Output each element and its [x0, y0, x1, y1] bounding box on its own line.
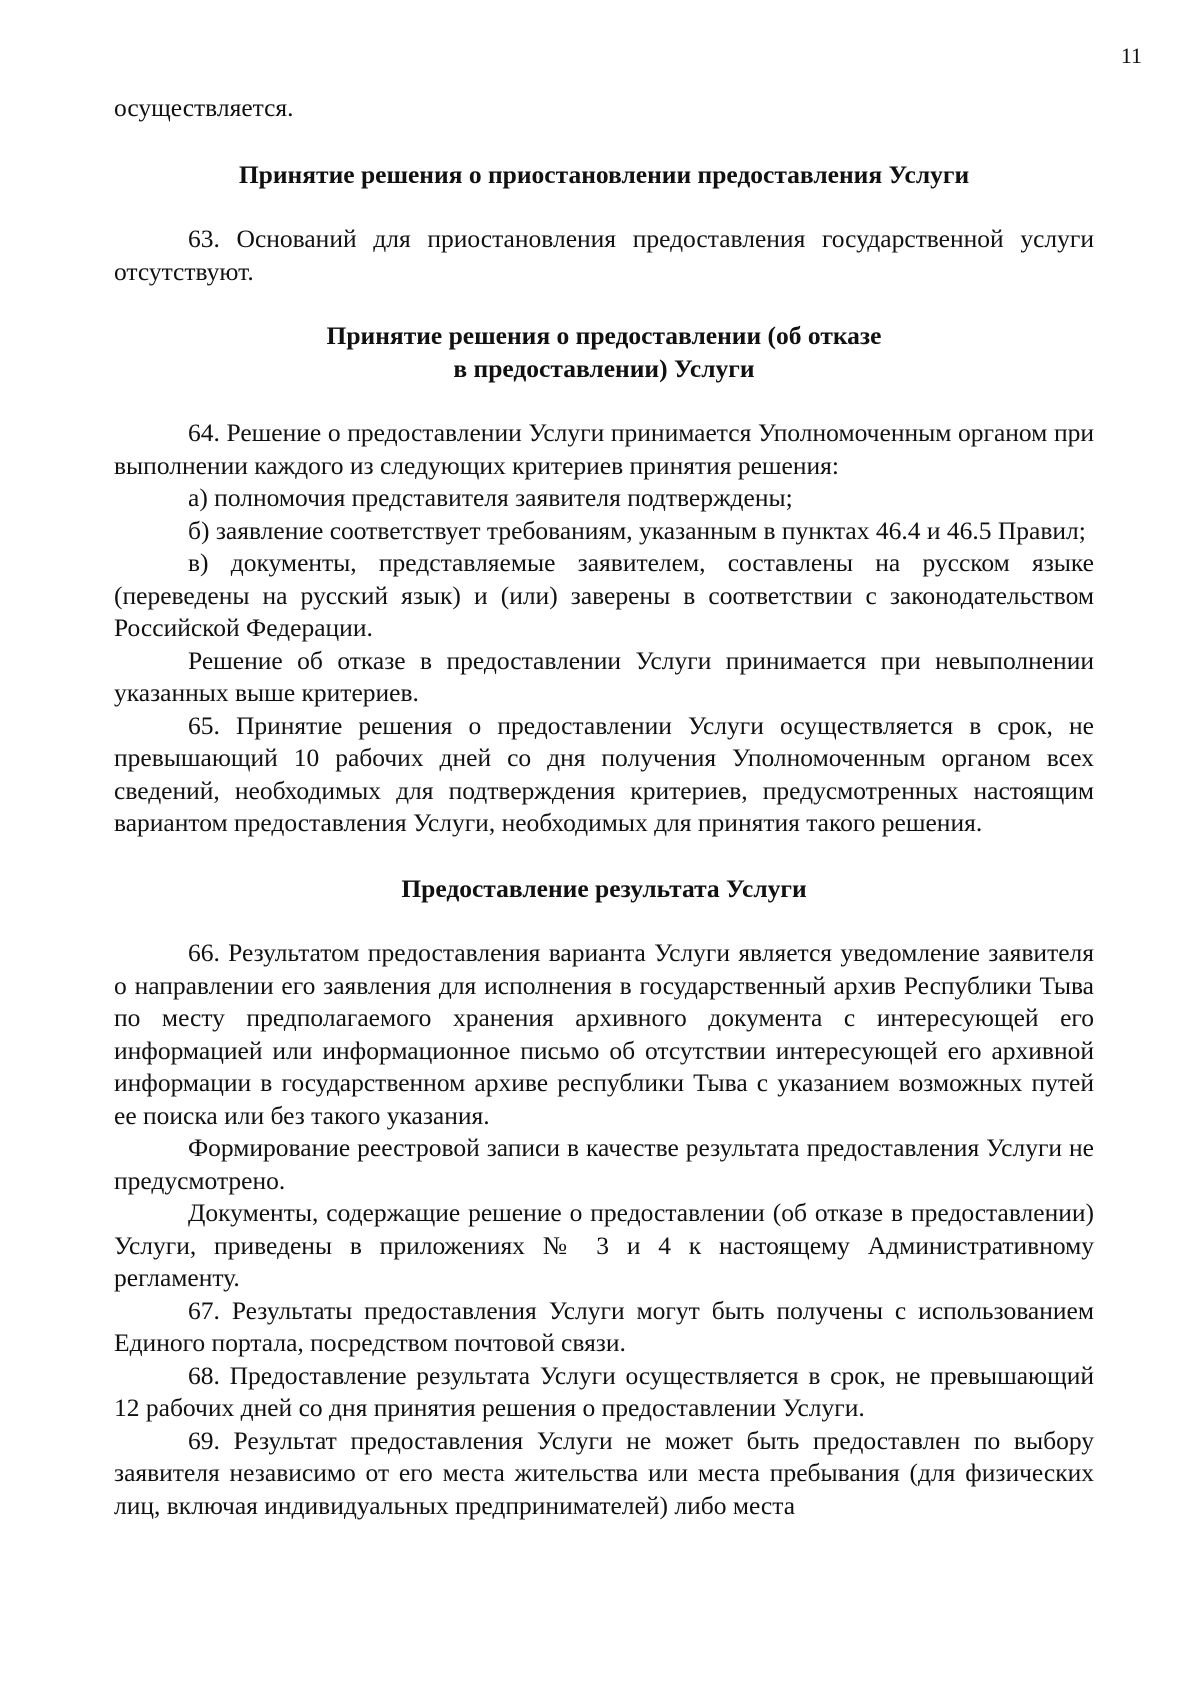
paragraph-64-item-v: в) документы, представляемые заявителем, составлены на русском языке (переведены на русский язык) и (или) заверены в соответствии с законодательством Российской Федерации.	[114, 548, 1094, 642]
paragraph-64: 64. Решение о предоставлении Услуги принимается Уполномоченным органом при выполнении каждого из следующих критериев принятия решения:	[114, 418, 1094, 480]
paragraph-66-documents: Документы, содержащие решение о предоставлении (об отказе в предоставлении) Услуги, приведены в приложениях № 3 и 4 к настоящему Административному регламенту.	[114, 1198, 1094, 1292]
paragraph-67: 67. Результаты предоставления Услуги могут быть получены с использованием Единого портала, посредством почтовой связи.	[114, 1295, 1094, 1357]
heading-decision	[114, 320, 1094, 385]
paragraph-64-item-a: а) полномочия представителя заявителя подтверждены;	[188, 483, 793, 512]
paragraph-68: 68. Предоставление результата Услуги осуществляется в срок, не превышающий 12 рабочих дней со дня принятия решения о предоставлении Услуги.	[114, 1360, 1094, 1422]
heading-suspension: Принятие решения о приостановлении предоставления Услуги	[238, 159, 970, 189]
paragraph-64-item-b: б) заявление соответствует требованиям, указанным в пунктах 46.4 и 46.5 Правил;	[188, 515, 1086, 545]
paragraph-66-registry: Формирование реестровой записи в качестве результата предоставления Услуги не предусмотрено.	[114, 1133, 1094, 1195]
document-body	[114, 92, 1094, 1522]
paragraph-65: 65. Принятие решения о предоставлении Услуги осуществляется в срок, не превышающий 10 рабочих дней со дня получения Уполномоченным органом всех сведений, необходимых для подтверждения критериев, предусмотренных настоящим вариантом предоставления Услуги, необходимых для принятия такого решения.	[114, 710, 1094, 837]
opening-line: осуществляется.	[114, 93, 294, 122]
paragraph-64-refusal: Решение об отказе в предоставлении Услуги принимается при невыполнении указанных выше критериев.	[114, 645, 1094, 707]
heading-decision-line1: Принятие решения о предоставлении (об отказе	[326, 321, 882, 350]
page-number: 11	[1120, 43, 1142, 68]
paragraph-69: 69. Результат предоставления Услуги не может быть предоставлен по выбору заявителя независимо от его места жительства или места пребывания (для физических лиц, включая индивидуальных предпринимателей) либо места	[114, 1425, 1094, 1520]
paragraph-66: 66. Результатом предоставления варианта Услуги является уведомление заявителя о направлении его заявления для исполнения в государственный архив Республики Тыва по месту предполагаемого хранения архивного документа с интересующей его информацией или информационное письмо об отсутствии интересующей его архивной информации в государственном архиве республики Тыва с указанием возможных путей ее поиска или без такого указания.	[114, 938, 1094, 1130]
heading-result: Предоставление результата Услуги	[401, 873, 807, 903]
heading-decision-line2: в предоставлении) Услуги	[453, 353, 755, 383]
paragraph-63: 63. Оснований для приостановления предоставления государственной услуги отсутствуют.	[114, 224, 1094, 286]
